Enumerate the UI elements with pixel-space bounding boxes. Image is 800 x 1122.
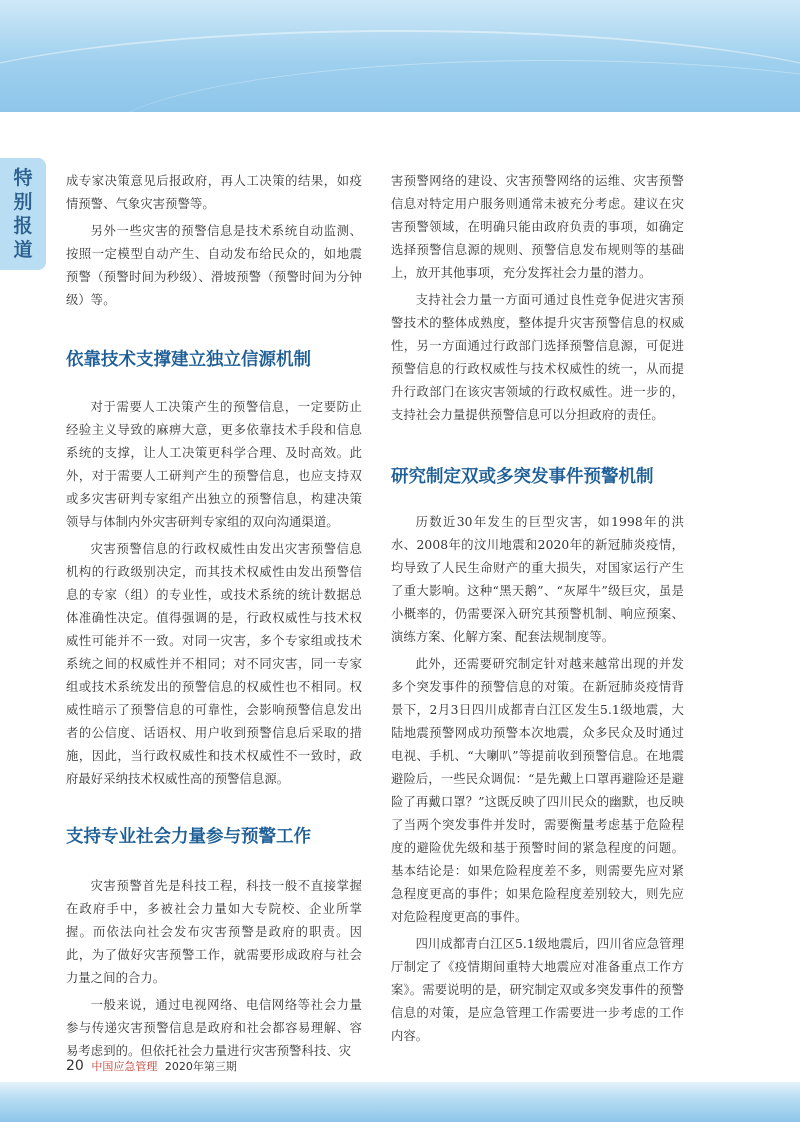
issue-label: 2020年第三期 bbox=[164, 1060, 237, 1073]
page-footer bbox=[66, 1058, 237, 1074]
section-tab-char: 报 bbox=[13, 215, 33, 237]
right-column bbox=[391, 170, 684, 1048]
paragraph: 四川成都青白江区5.1级地震后，四川省应急管理厅制定了《疫情期间重特大地震应对准备重点工作方案》。需要说明的是，研究制定双或多突发事件的预警信息的对策，是应急管理工作需要进一步考虑的工作内容。 bbox=[391, 937, 684, 1043]
paragraph: 成专家决策意见后报政府，再人工决策的结果，如疫情预警、气象灾害预警等。 bbox=[66, 174, 362, 211]
footer-decoration bbox=[0, 1082, 800, 1122]
paragraph: 对于需要人工决策产生的预警信息，一定要防止经验主义导致的麻痹大意，更多依靠技术手段和信息系统的支撑，让人工决策更科学合理、及时高效。此外，对于需要人工研判产生的预警信息，也应支持双或多灾害研判专家组产出独立的预警信息，构建决策领导与体制内外灾害研判专家组的双向沟通渠道。 bbox=[66, 400, 362, 529]
magazine-name: 中国应急管理 bbox=[91, 1060, 158, 1073]
section-tab bbox=[0, 158, 46, 270]
paragraph: 一般来说，通过电视网络、电信网络等社会力量参与传递灾害预警信息是政府和社会都容易理解、容易考虑到的。但依托社会力量进行灾害预警科技、灾 bbox=[66, 998, 362, 1058]
section-tab-char: 别 bbox=[13, 191, 33, 213]
paragraph: 害预警网络的建设、灾害预警网络的运维、灾害预警信息对特定用户服务则通常未被充分考虑。建议在灾害预警领域，在明确只能由政府负责的事项，如确定选择预警信息源的规则、预警信息发布规则等的基础上，放开其他事项，充分发挥社会力量的潜力。 bbox=[391, 174, 684, 280]
paragraph: 灾害预警信息的行政权威性由发出灾害预警信息机构的行政级别决定，而其技术权威性由发出预警信息的专家（组）的专业性，或技术系统的统计数据总体准确性决定。值得强调的是，行政权威性与技术权威性可能并不一致。对同一灾害，多个专家组或技术系统之间的权威性并不相同；对不同灾害，同一专家组或技术系统发出的预警信息的权威性也不相同。权威性暗示了预警信息的可靠性，会影响预警信息发出者的公信度、话语权、用户收到预警信息后采取的措施，因此，当行政权威性和技术权威性不一致时，政府最好采纳技术权威性高的预警信息源。 bbox=[66, 542, 362, 786]
paragraph: 灾害预警首先是科技工程，科技一般不直接掌握在政府手中，多被社会力量如大专院校、企业所掌握。而依法向社会发布灾害预警是政府的职责。因此，为了做好灾害预警工作，就需要形成政府与社会力量之间的合力。 bbox=[66, 879, 362, 985]
paragraph: 另外一些灾害的预警信息是技术系统自动监测、按照一定模型自动产生、自动发布给民众的，如地震预警（预警时间为秒级）、滑坡预警（预警时间为分钟级）等。 bbox=[66, 224, 362, 307]
page-number: 20 bbox=[66, 1058, 84, 1074]
paragraph: 此外，还需要研究制定针对越来越常出现的并发多个突发事件的预警信息的对策。在新冠肺炎疫情背景下，2月3日四川成都青白江区发生5.1级地震，大陆地震预警网成功预警本次地震，众多民众及时通过电视、手机、“大喇叭”等提前收到预警信息。在地震避险后，一些民众调侃：“是先戴上口罩再避险还是避险了再戴口罩？”这既反映了四川民众的幽默，也反映了当两个突发事件并发时，需要衡量考虑基于危险程度的避险优先级和基于预警时间的紧急程度的问题。基本结论是：如果危险程度差不多，则需要先应对紧急程度更高的事件；如果危险程度差别较大，则先应对危险程度更高的事件。 bbox=[391, 657, 684, 924]
section-heading: 支持专业社会力量参与预警工作 bbox=[66, 827, 311, 847]
left-column bbox=[66, 170, 362, 1063]
section-heading: 依靠技术支撑建立独立信源机制 bbox=[66, 350, 311, 370]
section-tab-char: 道 bbox=[13, 239, 33, 261]
paragraph: 支持社会力量一方面可通过良性竞争促进灾害预警技术的整体成熟度，整体提升灾害预警信息的权威性，另一方面通过行政部门选择预警信息源，可促进预警信息的行政权威性与技术权威性的统一，从而提升行政部门在该灾害领域的行政权威性。进一步的，支持社会力量提供预警信息可以分担政府的责任。 bbox=[391, 293, 684, 422]
header-decoration bbox=[0, 0, 800, 112]
section-heading: 研究制定双或多突发事件预警机制 bbox=[391, 467, 654, 487]
section-tab-char: 特 bbox=[13, 167, 33, 189]
paragraph: 历数近30年发生的巨型灾害，如1998年的洪水、2008年的汶川地震和2020年的新冠肺炎疫情，均导致了人民生命财产的重大损失，对国家运行产生了重大影响。这种“黑天鹅”、“灰犀牛”级巨灾，虽是小概率的，仍需要深入研究其预警机制、响应预案、演练方案、化解方案、配套法规制度等。 bbox=[391, 515, 684, 644]
